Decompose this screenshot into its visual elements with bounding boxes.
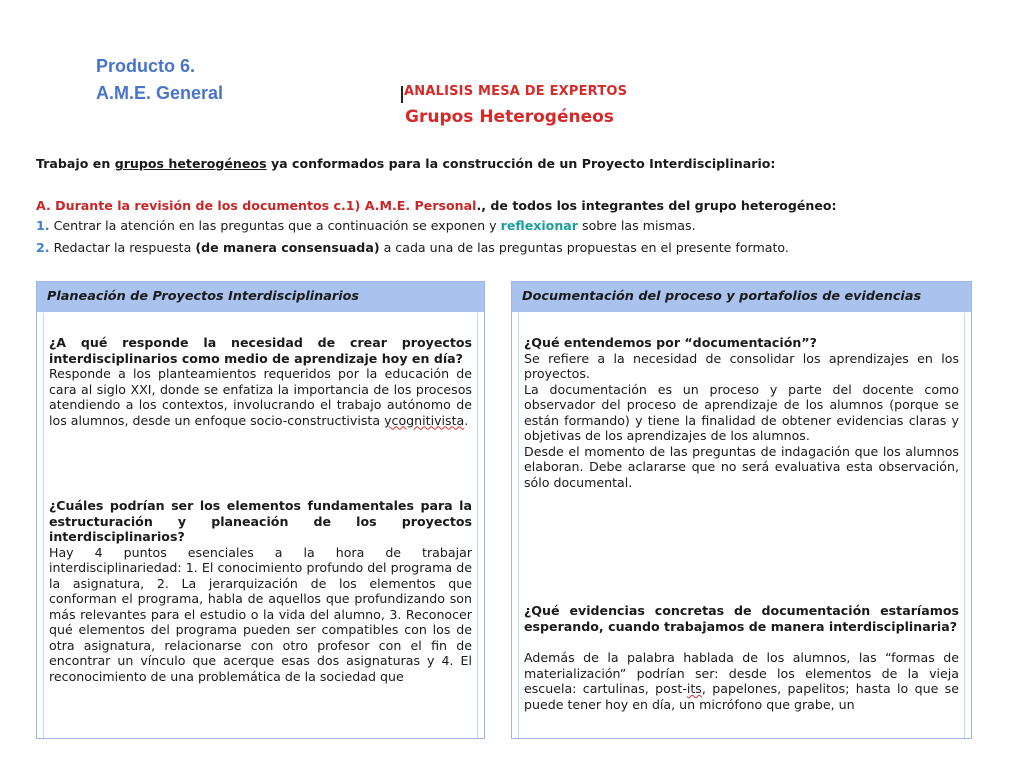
product-label: Producto 6. <box>96 56 196 76</box>
instruction-1 <box>36 218 696 233</box>
instruction-1-highlight: reflexionar <box>500 218 579 233</box>
left-inner-frame <box>43 313 478 738</box>
instruction-2-text-end: a cada una de las preguntas propuestas en el presente formato. <box>379 240 789 255</box>
instruction-2-number: 2. <box>36 240 50 255</box>
left-column-body <box>37 313 484 738</box>
right-answer-1c: Desde el momento de las preguntas de indagación que los alumnos elaboran. Debe aclararse que no será evaluativa esta observación, sólo documental. <box>524 443 959 490</box>
left-answer-1-text: Responde a los planteamientos requeridos por la educación de cara al siglo XXI, donde se enfatiza la importancia de los procesos atendiendo a los contextos, involucrando el trabajo autónomo de los alumnos, desde un enfoque socio-constructivista <box>49 366 472 428</box>
left-answer-1 <box>49 366 472 428</box>
instruction-2-text: Redactar la respuesta <box>49 240 196 255</box>
text-cursor <box>401 86 403 103</box>
right-column <box>511 281 972 739</box>
right-column-heading: Documentación del proceso y portafolios de evidencias <box>512 282 971 312</box>
right-answer-1b: La documentación es un proceso y parte del docente como observador del proceso de aprendizaje de los alumnos (porque se están formando) y tiene la finalidad de obtener evidencias claras y objetivas de los aprendizajes de los alumnos. <box>524 381 959 443</box>
left-answer-1-end: . <box>464 412 469 428</box>
ame-general-label: A.M.E. General <box>96 83 224 103</box>
instruction-1-number: 1. <box>36 218 50 233</box>
intro-line <box>36 156 775 171</box>
right-answer-2 <box>524 650 959 712</box>
intro-link[interactable]: grupos heterogéneos <box>114 156 267 171</box>
right-question-2: ¿Qué evidencias concretas de documentación estaríamos esperando, cuando trabajamos de manera interdisciplinaria? <box>524 603 959 634</box>
right-answer-2-end: , papelones, papelitos; hasta lo que se puede tener hoy en día, un micrófono que grabe, un <box>524 681 959 712</box>
instruction-2-bold: (de manera consensuada) <box>195 240 380 255</box>
instruction-2 <box>36 240 789 255</box>
right-answer-2-text: Además de la palabra hablada de los alumnos, las “formas de materialización” podrían ser: desde los elementos de la vieja escuela: cartulinas, post- <box>524 650 959 696</box>
instruction-a-red: A. Durante la revisión de los documentos c.1) A.M.E. Personal <box>36 198 477 213</box>
analysis-title: ANALISIS MESA DE EXPERTOS <box>404 84 628 99</box>
right-block-2 <box>524 603 959 712</box>
instruction-1-text-end: sobre las mismas. <box>578 218 696 233</box>
right-block-1 <box>524 335 959 490</box>
intro-text-end: ya conformados para la construcción de un Proyecto Interdisciplinario: <box>266 156 776 171</box>
left-block-2 <box>49 498 472 684</box>
right-answer-2-misspelled: its <box>686 681 702 696</box>
instruction-a-black: ., de todos los integrantes del grupo heterogéneo: <box>476 198 837 213</box>
groups-title: Grupos Heterogéneos <box>405 107 614 127</box>
left-block-1 <box>49 335 472 428</box>
right-spacer <box>524 634 959 650</box>
left-question-2: ¿Cuáles podrían ser los elementos fundamentales para la estructuración y planeación de los proyectos interdisciplinarios? <box>49 498 472 544</box>
right-question-1: ¿Qué entendemos por “documentación”? <box>524 335 817 350</box>
right-answer-1a: Se refiere a la necesidad de consolidar los aprendizajes en los proyectos. <box>524 350 959 381</box>
right-column-body <box>512 313 971 738</box>
left-question-1: ¿A qué responde la necesidad de crear proyectos interdisciplinarios como medio de aprendizaje hoy en día? <box>49 335 472 366</box>
left-answer-2: Hay 4 puntos esenciales a la hora de trabajar interdisciplinariedad: 1. El conocimiento profundo del programa de la asignatura, 2. La jerarquización de los elementos que conforman el programa, habla de aquellos que profundizando son más relevantes para el estudio o la vida del alumno, 3. Reconocer qué elementos del programa pueden ser compatibles con los de otra asignatura, relacionarse con otro profesor con el fin de encontrar un vínculo que acerque esas dos asignaturas y 4. El reconocimiento de una problemática de la sociedad que <box>49 544 472 684</box>
intro-text: Trabajo en <box>36 156 115 171</box>
left-column <box>36 281 485 739</box>
right-inner-frame <box>518 313 965 738</box>
left-column-heading: Planeación de Proyectos Interdisciplinarios <box>37 282 484 312</box>
instruction-a <box>36 198 837 213</box>
left-answer-1-misspelled: ycognitivista <box>384 412 465 428</box>
instruction-1-text: Centrar la atención en las preguntas que a continuación se exponen y <box>49 218 501 233</box>
